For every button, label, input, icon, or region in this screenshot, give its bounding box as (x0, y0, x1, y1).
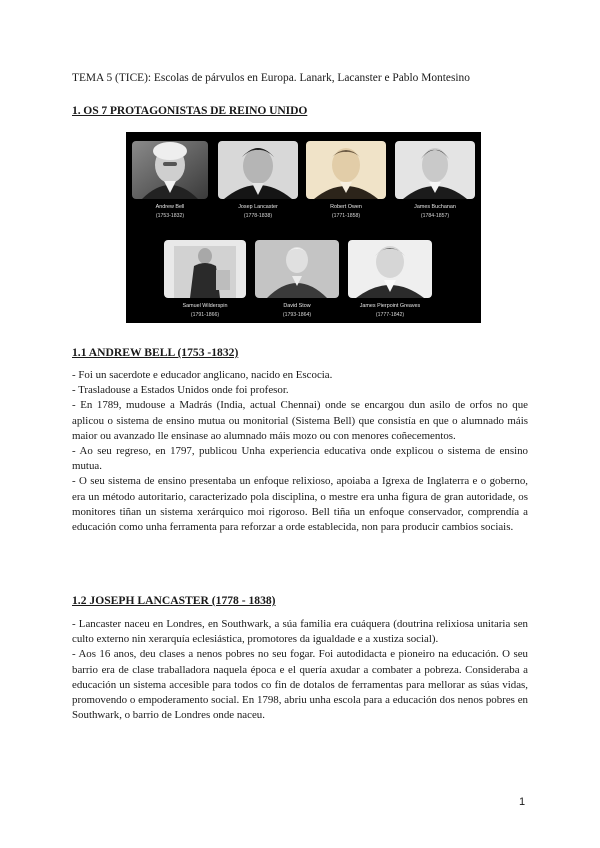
section-heading-protagonists: 1. OS 7 PROTAGONISTAS DE REINO UNIDO (72, 104, 308, 117)
portrait-years: (1791-1866) (190, 312, 220, 318)
portrait-andrew-bell (132, 141, 208, 224)
section-heading-joseph-lancaster: 1.2 JOSEPH LANCASTER (1778 - 1838) (72, 594, 276, 607)
portrait-years: (1793-1864) (282, 312, 312, 318)
portrait-years: (1778-1838) (243, 213, 273, 219)
portrait-name: James Buchanan (414, 204, 456, 210)
paragraph: - Aos 16 anos, deu clases a nenos pobres no seu fogar. Foi autodidacta e pioneiro na educación. O seu barrio era de clase traballadora naquela época e el quería axudar a combater a pobreza. Consideraba a educación un sistema accesible para todos co fin de dotalos de ferramentas para mellorar as súas vidas, promovendo o empoderamento social. En 1798, abriu unha escola para a educación dos nenos pobres en Southwark, o barrio de Londres onde naceu. (72, 648, 528, 722)
portrait-photo (218, 141, 298, 199)
portrait-robert-owen (306, 141, 386, 224)
paragraph: - Foi un sacerdote e educador anglicano, nacido en Escocia. (72, 369, 333, 381)
paragraph: - Trasladouse a Estados Unidos onde foi profesor. (72, 384, 289, 397)
paragraph: - O seu sistema de ensino presentaba un enfoque relixioso, apoiaba a Igrexa de Inglaterra e o goberno, era un método autoritario, caracterizado pola disciplina, o mestre era unha figura de gran autoridade, os monitores tiñan un sistema xerárquico moi rigoroso. Bell tiña un enfoque conservador, comprendía a educación como unha ferramenta para reforzar a orde establecida, non para producir cambios sociais. (72, 475, 528, 534)
page-number: 1 (519, 796, 526, 808)
portrait-years: (1777-1842) (375, 312, 405, 318)
portrait-name: David Stow (283, 303, 311, 309)
portrait-josep-lancaster (218, 141, 298, 224)
portrait-name: Robert Owen (330, 204, 362, 210)
portrait-name: Andrew Bell (155, 204, 185, 210)
portrait-name: James Pierpoint Greaves (359, 303, 421, 309)
andrew-bell-body (72, 368, 528, 535)
portrait-photo (132, 141, 208, 199)
paragraph: - Ao seu regreso, en 1797, publicou Unha experiencia educativa onde explicou o sistema de ensino mutua. (72, 445, 528, 473)
protagonists-portrait-collage (126, 132, 481, 323)
portrait-david-stow (255, 240, 339, 323)
portrait-photo (348, 240, 432, 298)
paragraph: - En 1789, mudouse a Madrás (India, actual Chennai) onde se encargou dun asilo de orfos no que aplicou o sistema de ensino mutua ou monitorial (Sistema Bell) que consistía en que o alumnado máis maior ou avanzado lle ensinase ao alumnado máis mozo ou con menores coñecementos. (72, 399, 528, 442)
portrait-years: (1771-1858) (331, 213, 361, 219)
section-heading-andrew-bell: 1.1 ANDREW BELL (1753 -1832) (72, 346, 239, 359)
portrait-photo (255, 240, 339, 298)
portrait-years: (1784-1857) (420, 213, 450, 219)
paragraph: - Lancaster naceu en Londres, en Southwark, a súa familia era cuáquera (doutrina relixiosa unitaria sen culto externo nin xerarquía eclesiástica, promotores da igualdade e a xustiza social). (72, 618, 528, 646)
portrait-photo (306, 141, 386, 199)
joseph-lancaster-body (72, 617, 528, 723)
portrait-james-buchanan (395, 141, 475, 224)
portrait-years: (1753-1832) (155, 213, 185, 219)
portrait-name: Josep Lancaster (238, 204, 278, 210)
portrait-photo (164, 240, 246, 298)
portrait-name: Samuel Wilderspin (182, 303, 228, 309)
portrait-samuel-wilderspin (164, 240, 246, 323)
portrait-photo (395, 141, 475, 199)
portrait-james-pierpoint-greaves (348, 240, 432, 323)
document-title: TEMA 5 (TICE): Escolas de párvulos en Europa. Lanark, Lacanster e Pablo Montesino (72, 72, 470, 84)
